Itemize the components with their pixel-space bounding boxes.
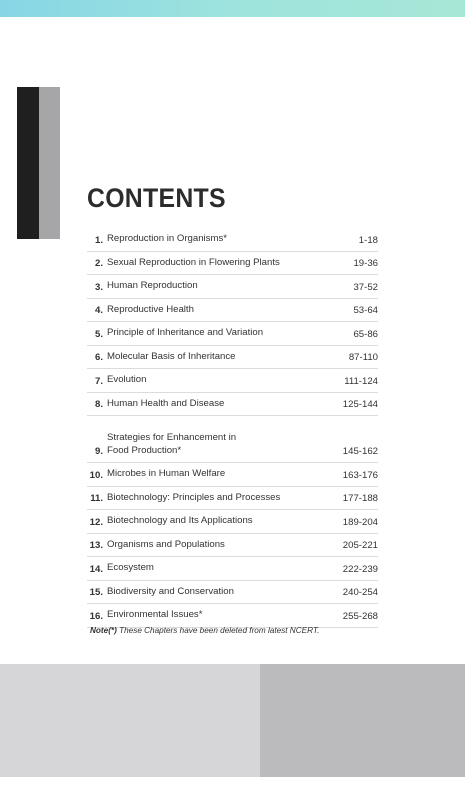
chapter-title-line: Microbes in Human Welfare [107, 468, 226, 479]
chapter-title [107, 468, 343, 481]
chapter-title [107, 515, 343, 528]
chapter-title-line: Principle of Inheritance and Variation [107, 327, 264, 338]
chapter-pages: 189-204 [342, 516, 378, 528]
chapter-title-line: Molecular Basis of Inheritance [107, 350, 236, 362]
chapter-pages: 205-221 [342, 540, 378, 551]
chapter-title [107, 432, 343, 457]
toc-row[interactable] [87, 252, 378, 276]
chapter-title-line: Environmental Issues* [107, 609, 203, 620]
chapter-number: 14. [89, 563, 103, 575]
chapter-title [107, 586, 343, 599]
chapter-title-line: Human Health and Disease [107, 397, 225, 409]
decorative-dark-bar [17, 87, 39, 239]
chapter-title [107, 280, 353, 293]
chapter-title [107, 327, 353, 340]
chapter-pages: 65-86 [353, 328, 378, 340]
chapter-title [107, 539, 343, 552]
page-title: CONTENTS [87, 183, 226, 213]
footer-block-left [0, 664, 260, 777]
chapter-title [107, 609, 343, 622]
chapter-pages: 37-52 [353, 281, 378, 293]
chapter-title [107, 351, 349, 364]
chapter-title-line: Evolution [107, 374, 147, 385]
chapter-pages: 111-124 [344, 375, 378, 387]
chapter-pages: 163-176 [342, 469, 378, 481]
chapter-title-line: Ecosystem [107, 562, 154, 573]
footnote-label: Note(*) [90, 626, 117, 635]
chapter-pages: 240-254 [342, 587, 378, 598]
chapter-title [107, 304, 353, 317]
chapter-number: 4. [94, 305, 103, 316]
toc-row[interactable] [87, 228, 378, 252]
chapter-title-line: Reproductive Health [107, 303, 194, 315]
toc-row[interactable] [87, 369, 378, 393]
chapter-pages: 177-188 [342, 493, 378, 504]
chapter-number: 16. [89, 610, 103, 622]
chapter-title-line: Biotechnology and Its Applications [107, 515, 253, 526]
chapter-title-line: Biodiversity and Conservation [107, 585, 234, 597]
toc-row[interactable] [87, 557, 378, 581]
toc-row[interactable] [87, 510, 378, 534]
chapter-title-line: Organisms and Populations [107, 538, 225, 550]
chapter-title [107, 233, 359, 246]
chapter-title [107, 257, 353, 270]
decorative-gray-bar [39, 87, 60, 239]
chapter-title-line: Strategies for Enhancement in [107, 432, 237, 443]
chapter-number: 11. [90, 493, 103, 504]
chapter-title-line: Reproduction in Organisms* [107, 233, 227, 244]
chapter-title [107, 398, 343, 411]
footer-strip [0, 777, 465, 800]
toc-row[interactable] [87, 416, 378, 463]
toc-row[interactable] [87, 463, 378, 487]
chapter-number: 13. [89, 540, 103, 551]
chapter-pages: 19-36 [353, 258, 378, 269]
chapter-title-line: Human Reproduction [107, 280, 198, 291]
top-gradient-bar [0, 0, 465, 17]
chapter-pages: 222-239 [342, 563, 378, 575]
footnote [90, 626, 319, 635]
chapter-title [107, 492, 343, 505]
toc-row[interactable] [87, 581, 378, 605]
footnote-text: These Chapters have been deleted from latest NCERT. [116, 626, 320, 635]
chapter-number: 2. [94, 258, 103, 269]
toc-row[interactable] [87, 534, 378, 558]
chapter-number: 3. [94, 281, 103, 293]
chapter-pages: 1-18 [358, 234, 378, 246]
chapter-pages: 87-110 [348, 352, 378, 363]
toc-row[interactable] [87, 299, 378, 323]
chapter-number: 6. [94, 352, 103, 363]
chapter-number: 8. [94, 399, 103, 410]
chapter-number: 10. [89, 469, 103, 481]
chapter-pages: 145-162 [342, 446, 378, 457]
toc-row[interactable] [87, 322, 378, 346]
chapter-number: 5. [94, 328, 103, 340]
chapter-title [107, 562, 343, 575]
chapter-number: 7. [94, 375, 103, 387]
toc-row[interactable] [87, 346, 378, 370]
contents-list [87, 228, 378, 628]
chapter-title-line2: Food Production* [107, 444, 182, 456]
chapter-title [107, 374, 344, 387]
chapter-number: 12. [89, 516, 103, 528]
chapter-number: 15. [89, 587, 103, 598]
chapter-title-line: Sexual Reproduction in Flowering Plants [107, 256, 280, 268]
chapter-title-line: Biotechnology: Principles and Processes [107, 491, 281, 503]
chapter-pages: 255-268 [342, 610, 378, 622]
footer-block-right [260, 664, 465, 777]
toc-row[interactable] [87, 393, 378, 417]
toc-row[interactable] [87, 604, 378, 628]
toc-row[interactable] [87, 487, 378, 511]
chapter-pages: 125-144 [342, 399, 378, 410]
chapter-pages: 53-64 [353, 305, 378, 316]
chapter-number: 9. [94, 446, 103, 457]
chapter-number: 1. [94, 234, 103, 246]
toc-row[interactable] [87, 275, 378, 299]
